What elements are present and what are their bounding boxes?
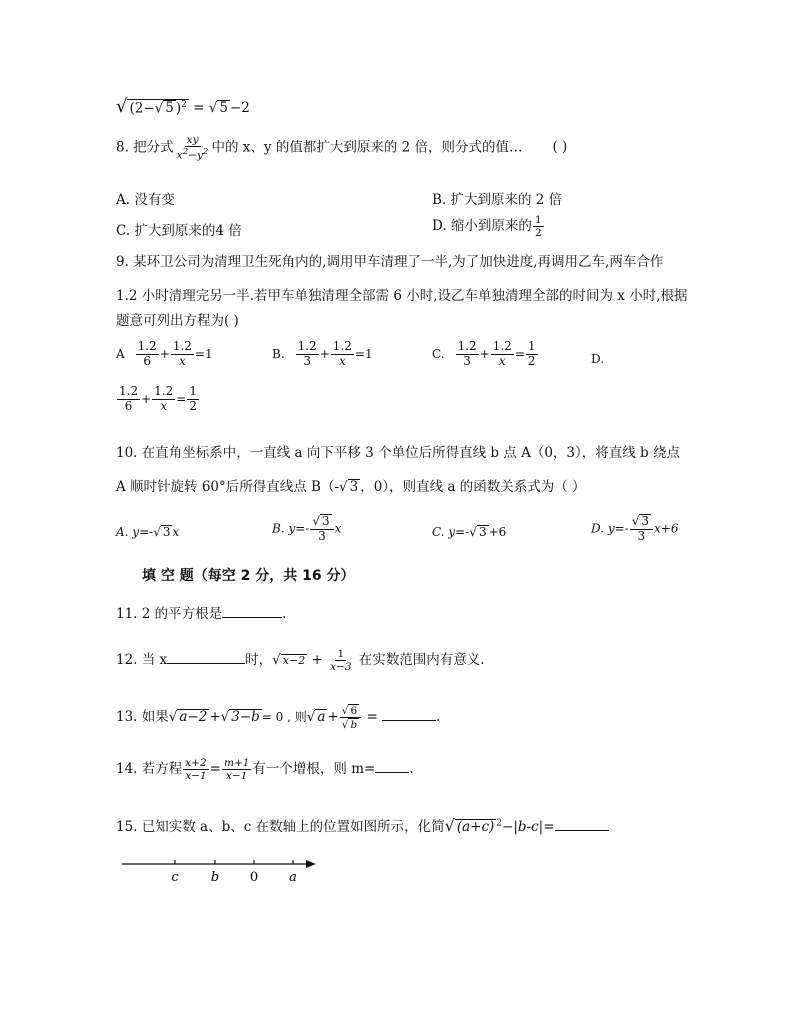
q9-option-d-label: D. <box>591 352 605 366</box>
q10-line-2: A 顺时针旋转 60°后所得直线点 B（-√ 3 ，0），则直线 a 的函数关系式为（ ） <box>116 479 586 495</box>
question-8: 8. 把分式 $\frac{xy}{x^2-y^2}$ 中的 x、y 的值都扩大到原来的 2 倍，则分式的值… ( ) <box>116 134 568 162</box>
question-14: 14. 若方程 $\frac{x+2}{x-1}$ = $\frac{m+1}{x-1}$ 有一个增根，则 m= . <box>116 757 414 783</box>
q8-fraction: $\frac{xy}{x^2-y^2}$ <box>176 134 209 162</box>
q10-option-a: A. y=-√ 3 x <box>116 525 180 539</box>
q9-option-b: B. $\frac{1.2}{3}$ + $\frac{1.2}{x}$ =1 <box>272 339 373 368</box>
question-12: 12. 当 x 时，√ x−2 + $\frac{1}{x-3}$ 在实数范围内有意义. <box>116 648 485 674</box>
q8-option-b: B. 扩大到原来的 2 倍 <box>432 192 563 208</box>
label-b: b <box>210 870 220 885</box>
number-line-figure <box>116 850 326 890</box>
label-a: a <box>289 870 297 885</box>
q8-option-c: C. 扩大到原来的4 倍 <box>116 223 242 239</box>
question-15: 15. 已知实数 a、b、c 在数轴上的位置如图所示，化简√ (a+c) $^2$−|b-c|= <box>116 816 609 836</box>
q8-option-d: D. 缩小到原来的 $\frac{1}{2}$ <box>432 214 542 240</box>
q10-option-d: D. y=- $\frac{√ 3}{3}$ x+6 <box>591 514 679 543</box>
label-0: 0 <box>249 870 259 885</box>
q9-option-c: C. $\frac{1.2}{3}$ + $\frac{1.2}{x}$ = $\frac{1}{2}$ <box>432 339 536 368</box>
number-line-arrow <box>306 860 316 868</box>
q10-option-b: B. y=- $\frac{√ 3}{3}$ x <box>272 514 342 543</box>
label-c: c <box>171 870 179 885</box>
q9-option-d: $\frac{1.2}{6}$ + $\frac{1.2}{x}$ = $\frac{1}{2}$ <box>119 384 197 413</box>
q8-option-a: A. 没有变 <box>116 192 175 208</box>
q9-line-3: 题意可列出方程为( ) <box>116 313 239 329</box>
q10-option-c: C. y=-√ 3 +6 <box>432 525 507 539</box>
q9-option-a: A $\frac{1.2}{6}$ + $\frac{1.2}{x}$ =1 <box>116 339 213 368</box>
q10-line-1: 10. 在直角坐标系中，一直线 a 向下平移 3 个单位后所得直线 b 点 A（0，3），将直线 b 绕点 <box>116 445 680 461</box>
question-11: 11. 2 的平方根是 . <box>116 606 287 622</box>
q9-line-1: 9. 某环卫公司为清理卫生死角内的,调用甲车清理了一半,为了加快进度,再调用乙车,两车合作 <box>116 254 664 270</box>
question-13: 13. 如果√ a−2 +√ 3−b = 0 , 则√ a + $\frac{√ 6}{√ b}$ = . <box>116 705 441 732</box>
q9-line-2: 1.2 小时清理完另一半.若甲车单独清理全部需 6 小时,设乙车单独清理全部的时间为 x 小时,根据 <box>116 288 688 304</box>
section-title: 填 空 题（每空 2 分，共 16 分） <box>142 568 355 584</box>
top-equation: √ (2−√ 5 )$^2$ = √ 5 −2 <box>116 96 250 117</box>
